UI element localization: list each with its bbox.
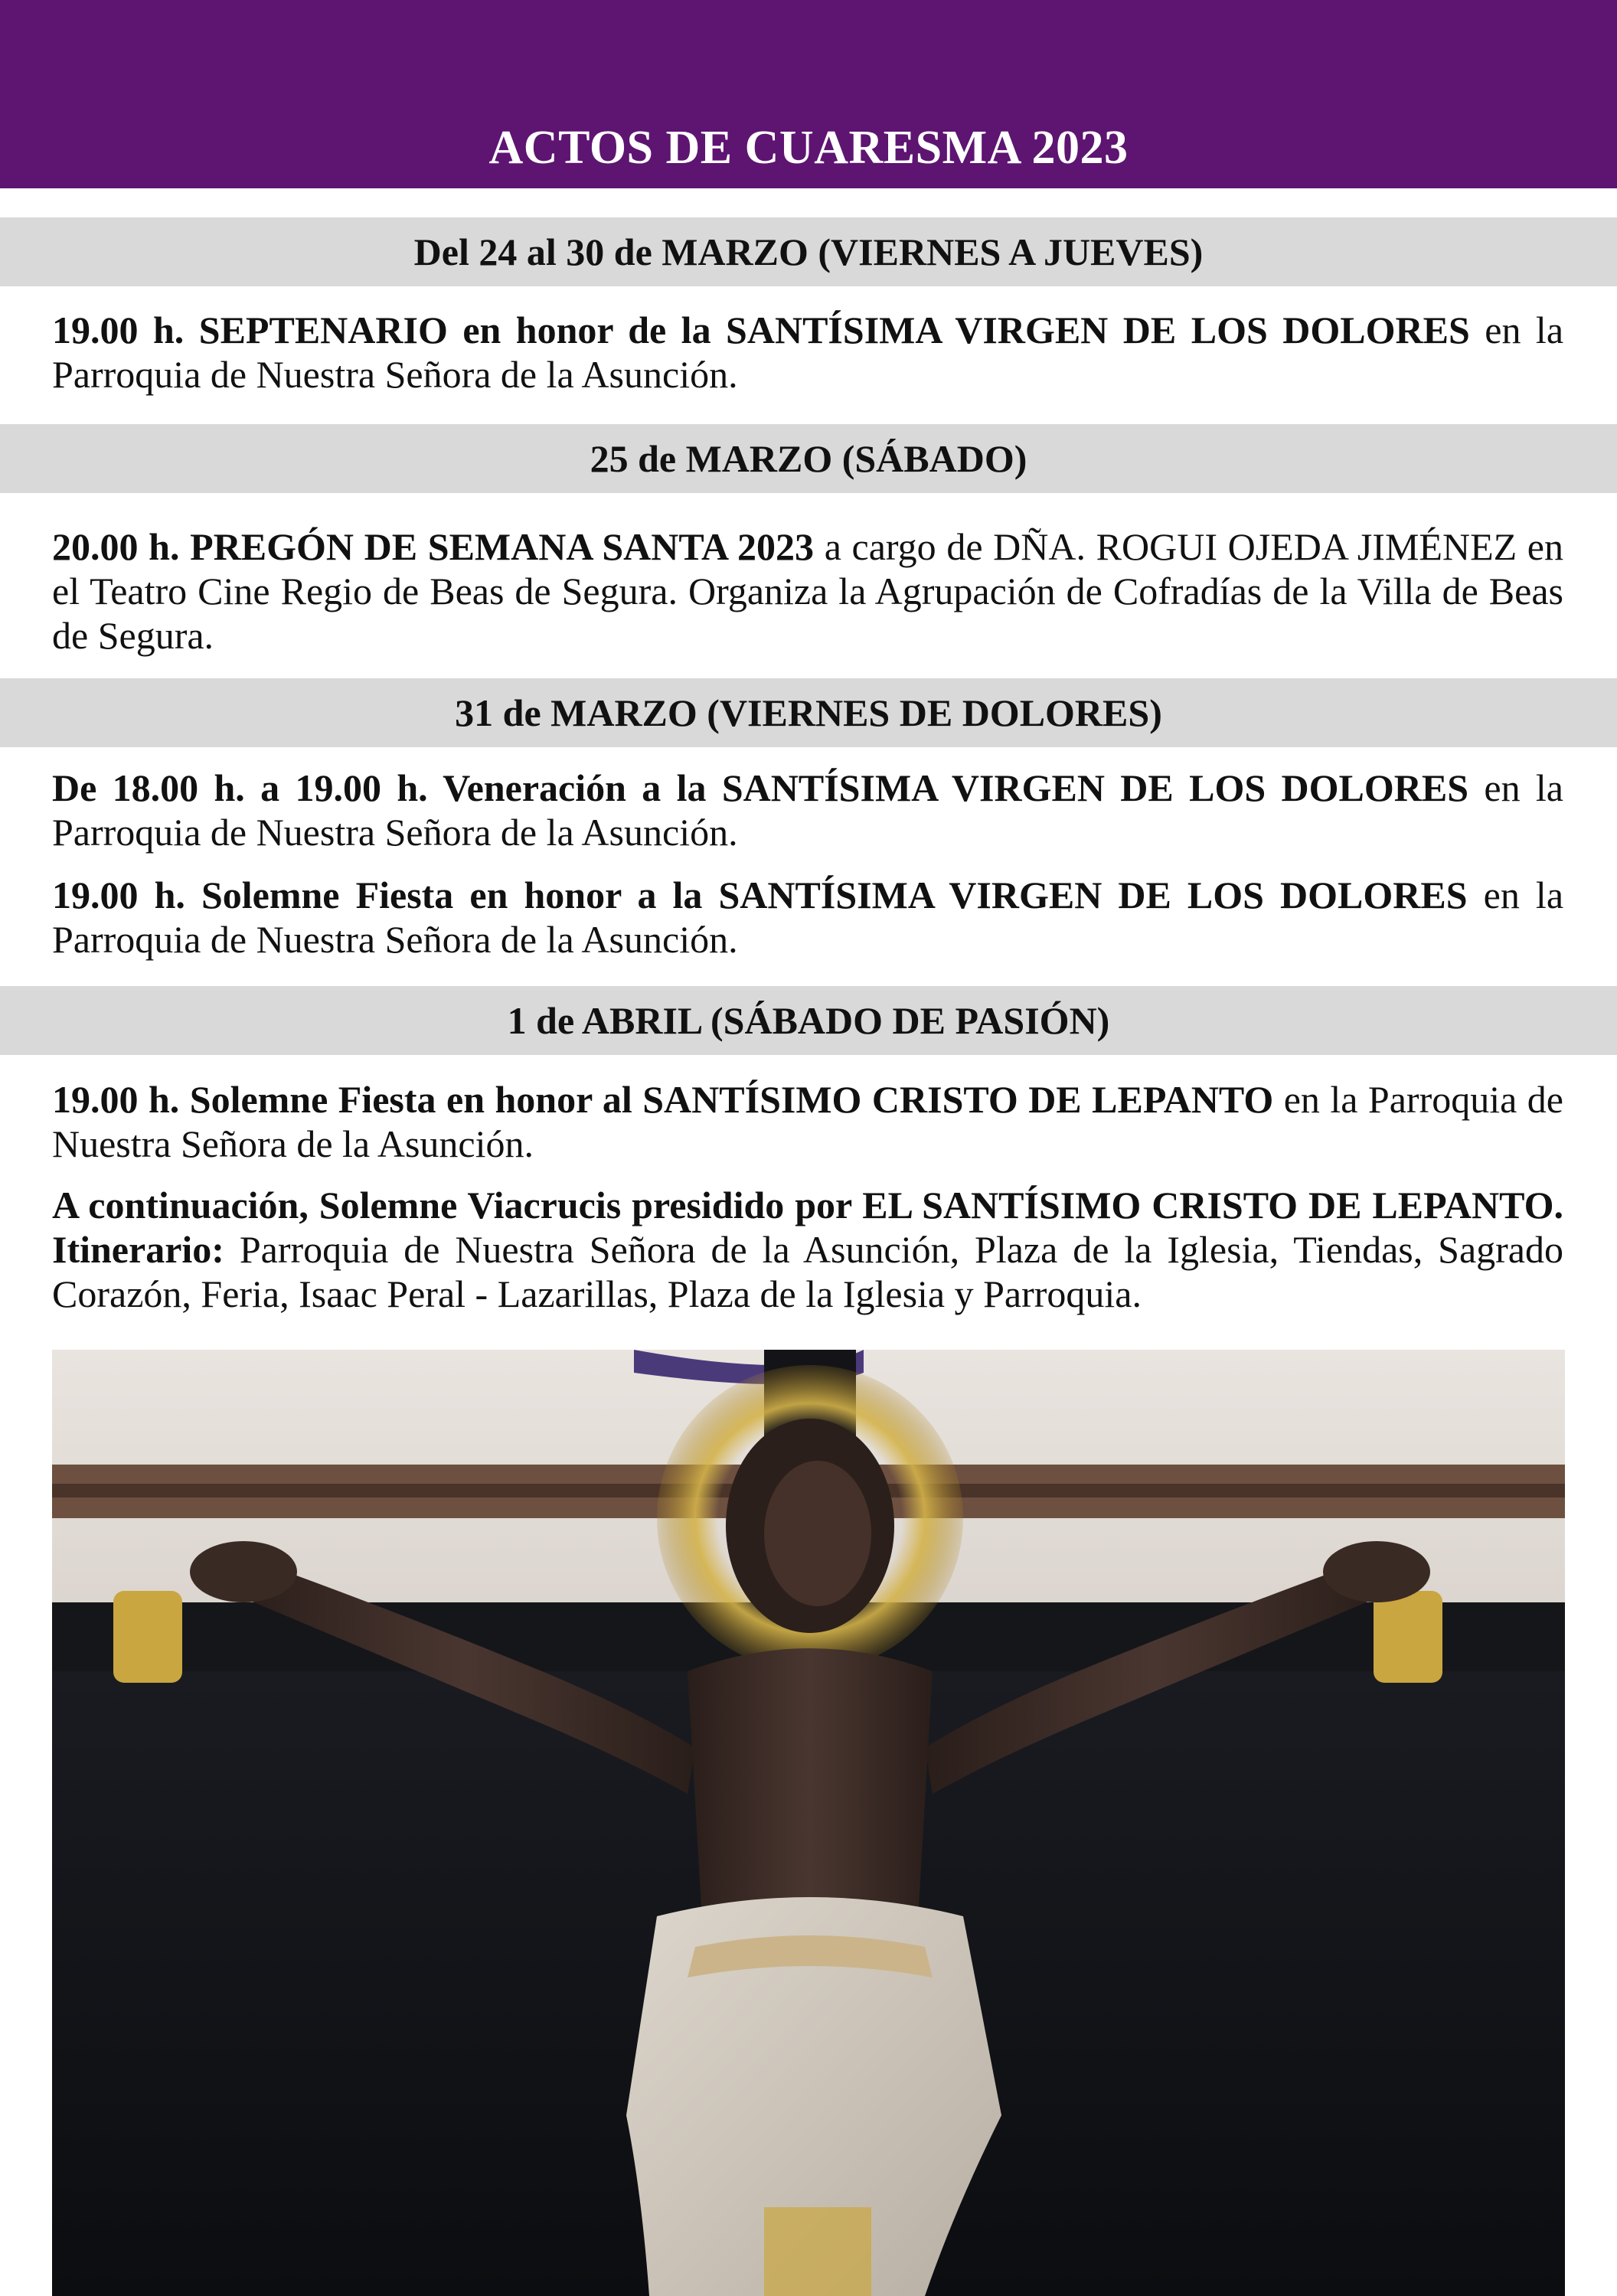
event-entry-detail: Parroquia de Nuestra Señora de la Asunción, Plaza de la Iglesia, Tiendas, Sagrado Corazón, Feria, Isaac Peral - Lazarillas, Plaza de la Iglesia y Parroquia. (52, 1228, 1563, 1315)
section-header: Del 24 al 30 de MARZO (VIERNES A JUEVES) (0, 217, 1617, 286)
event-entry-time: 19.00 h. SEPTENARIO en honor de la SANTÍSIMA VIRGEN DE LOS DOLORES (52, 309, 1470, 351)
gold-finial-left (113, 1591, 182, 1683)
event-entry-detail: en la Parroquia de Nuestra Señora de la Asunción. (52, 874, 1564, 961)
right-hand (1323, 1541, 1430, 1602)
page-title: ACTOS DE CUARESMA 2023 (488, 122, 1129, 174)
gold-finial-right (1374, 1591, 1442, 1683)
event-entry-time: 19.00 h. Solemne Fiesta en honor a la SANTÍSIMA VIRGEN DE LOS DOLORES (52, 874, 1468, 916)
section-header: 25 de MARZO (SÁBADO) (0, 424, 1617, 493)
event-entry-detail: en la Parroquia de Nuestra Señora de la Asunción. (52, 766, 1564, 854)
event-entry (52, 524, 1563, 658)
crucifix-illustration (52, 1350, 1565, 2296)
event-entry-detail: en la Parroquia de Nuestra Señora de la Asunción. (52, 1078, 1563, 1165)
event-entry-time: De 18.00 h. a 19.00 h. Veneración a la SANTÍSIMA VIRGEN DE LOS DOLORES (52, 766, 1469, 809)
section-header: 1 de ABRIL (SÁBADO DE PASIÓN) (0, 986, 1617, 1055)
event-entry (52, 1077, 1563, 1166)
header-band (0, 0, 1617, 188)
crucifix-photo (52, 1350, 1565, 2296)
event-entry-detail: a cargo de DÑA. ROGUI OJEDA JIMÉNEZ en el Teatro Cine Regio de Beas de Segura. Organiza la Agrupación de Cofradías de la Villa de Beas de Segura. (52, 525, 1564, 657)
event-entry-detail: en la Parroquia de Nuestra Señora de la Asunción. (52, 309, 1564, 396)
event-entry (52, 766, 1563, 854)
event-entry-time: A continuación, Solemne Viacrucis presidido por EL SANTÍSIMO CRISTO DE LEPANTO. Itinerario: (52, 1184, 1563, 1271)
event-entry (52, 308, 1563, 397)
event-entry (52, 873, 1563, 962)
section-header: 31 de MARZO (VIERNES DE DOLORES) (0, 678, 1617, 747)
event-entry-time: 20.00 h. PREGÓN DE SEMANA SANTA 2023 (52, 525, 815, 568)
event-entry (52, 1183, 1563, 1316)
left-hand (190, 1541, 297, 1602)
event-entry-time: 19.00 h. Solemne Fiesta en honor al SANTÍSIMO CRISTO DE LEPANTO (52, 1078, 1274, 1121)
